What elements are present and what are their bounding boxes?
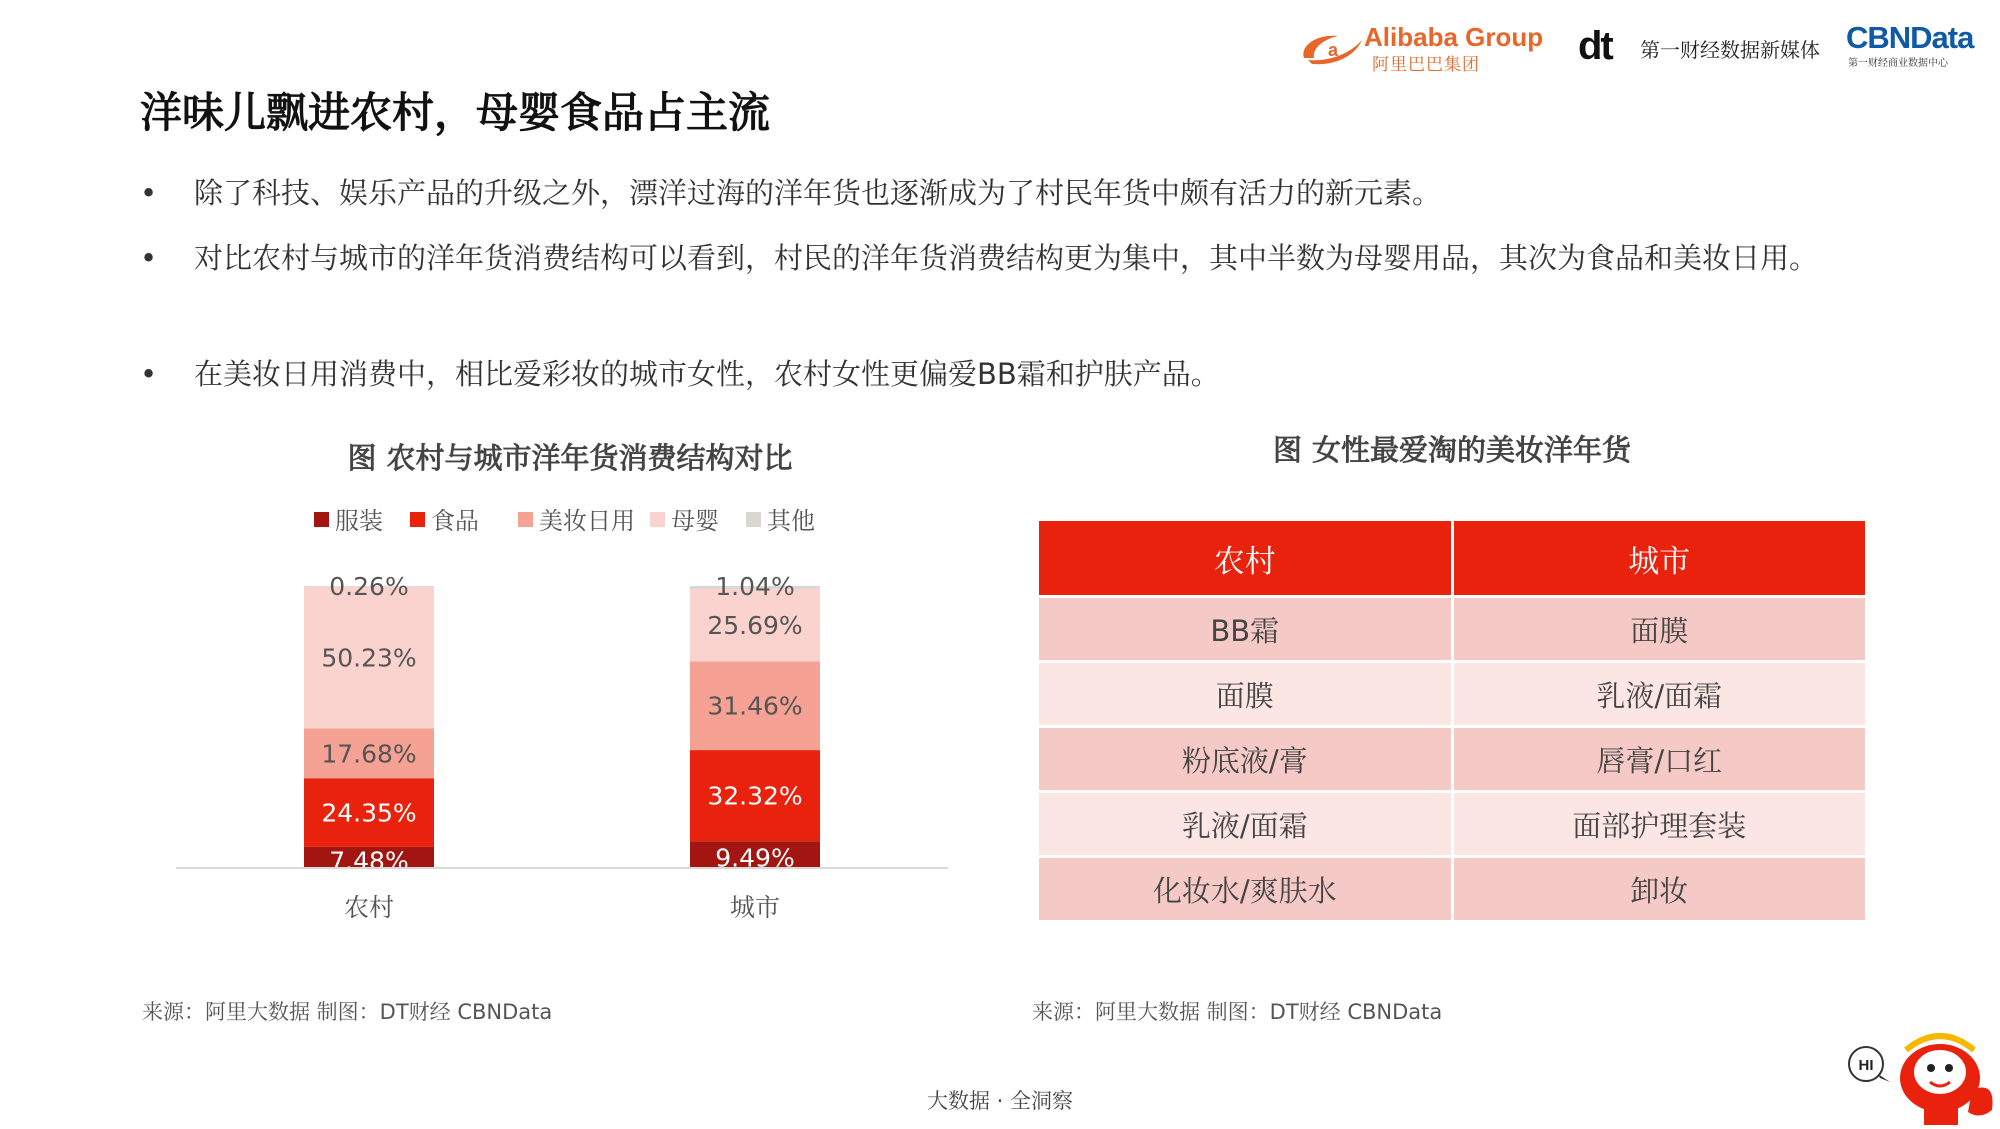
bullet-text: 在美妆日用消费中，相比爱彩妆的城市女性，农村女性更偏爱BB霜和护肤产品。 bbox=[194, 357, 1220, 391]
dt-logo-mark: dt bbox=[1578, 24, 1612, 68]
chart-title: 图 农村与城市洋年货消费结构对比 bbox=[347, 441, 793, 475]
table-title: 图 女性最爱淘的美妆洋年货 bbox=[1272, 433, 1632, 467]
table-header-row bbox=[1038, 520, 1867, 597]
legend-swatch-2 bbox=[518, 512, 533, 527]
legend-label-3: 母婴 bbox=[671, 507, 719, 535]
table-cell: BB霜 bbox=[1038, 597, 1453, 662]
svg-text:a: a bbox=[1328, 40, 1339, 60]
source-note-right: 来源：阿里大数据 制图：DT财经 CBNData bbox=[1032, 1000, 1443, 1024]
cbndata-logo-text: CBNData bbox=[1846, 20, 1974, 55]
table-cell: 乳液/面霜 bbox=[1038, 792, 1453, 857]
table-cell: 粉底液/膏 bbox=[1038, 727, 1453, 792]
legend-label-4: 其他 bbox=[767, 507, 815, 535]
beauty-products-table bbox=[1036, 518, 1868, 923]
bullet-dot: • bbox=[140, 176, 158, 210]
bar-value-label: 0.26% bbox=[329, 572, 409, 601]
mascot-bubble-text: HI bbox=[1858, 1057, 1874, 1074]
table-cell: 唇膏/口红 bbox=[1452, 727, 1867, 792]
bar-value-label: 25.69% bbox=[707, 611, 803, 641]
bullet-text: 对比农村与城市的洋年货消费结构可以看到，村民的洋年货消费结构更为集中，其中半数为母婴用品，其次为食品和美妆日用。 bbox=[194, 241, 1819, 275]
bar-value-label: 24.35% bbox=[321, 798, 417, 828]
bar-value-label: 1.04% bbox=[715, 572, 795, 601]
legend-swatch-4 bbox=[746, 512, 761, 527]
source-note-left: 来源：阿里大数据 制图：DT财经 CBNData bbox=[142, 1000, 553, 1024]
bullet-dot: • bbox=[140, 357, 158, 391]
alibaba-logo-text: Alibaba Group bbox=[1364, 22, 1544, 52]
legend-label-1: 食品 bbox=[431, 507, 479, 535]
bar-value-label: 7.48% bbox=[329, 846, 409, 876]
alibaba-logo-subtext: 阿里巴巴集团 bbox=[1372, 55, 1480, 75]
chart-categories bbox=[344, 893, 780, 922]
bullet-dot: • bbox=[140, 241, 158, 275]
cbndata-logo-subtext: 第一财经商业数据中心 bbox=[1848, 58, 1948, 69]
table-cell: 乳液/面霜 bbox=[1452, 662, 1867, 727]
bar-value-label: 31.46% bbox=[707, 691, 803, 721]
legend-swatch-0 bbox=[314, 512, 329, 527]
bullet-text: 除了科技、娱乐产品的升级之外，漂洋过海的洋年货也逐渐成为了村民年货中颇有活力的新元素。 bbox=[194, 176, 1442, 210]
table-row bbox=[1038, 792, 1867, 857]
bar-value-label: 9.49% bbox=[715, 843, 795, 873]
table-row bbox=[1038, 597, 1867, 662]
footer-tagline: 大数据 · 全洞察 bbox=[926, 1089, 1074, 1113]
legend-swatch-3 bbox=[650, 512, 665, 527]
table-row bbox=[1038, 662, 1867, 727]
bar-value-label: 32.32% bbox=[707, 781, 803, 811]
chart-legend bbox=[314, 507, 815, 535]
legend-label-0: 服装 bbox=[335, 507, 383, 535]
table-row bbox=[1038, 857, 1867, 922]
table-cell: 化妆水/爽肤水 bbox=[1038, 857, 1453, 922]
table-header-rural: 农村 bbox=[1038, 520, 1453, 597]
bar-value-label: 50.23% bbox=[321, 643, 417, 673]
table-header-urban: 城市 bbox=[1452, 520, 1867, 597]
page-title: 洋味儿飘进农村，母婴食品占主流 bbox=[140, 88, 771, 137]
category-label: 城市 bbox=[729, 893, 781, 922]
table-cell: 面膜 bbox=[1452, 597, 1867, 662]
bar-value-label: 17.68% bbox=[321, 739, 417, 769]
chart-bars bbox=[304, 572, 820, 875]
legend-label-2: 美妆日用 bbox=[539, 507, 635, 535]
table-cell: 卸妆 bbox=[1452, 857, 1867, 922]
dt-logo-text: 第一财经数据新媒体 bbox=[1640, 38, 1820, 62]
table-row bbox=[1038, 727, 1867, 792]
legend-swatch-1 bbox=[410, 512, 425, 527]
table-cell: 面膜 bbox=[1038, 662, 1453, 727]
lion-mascot-icon bbox=[1840, 1020, 2000, 1125]
table-cell: 面部护理套装 bbox=[1452, 792, 1867, 857]
category-label: 农村 bbox=[343, 893, 395, 922]
